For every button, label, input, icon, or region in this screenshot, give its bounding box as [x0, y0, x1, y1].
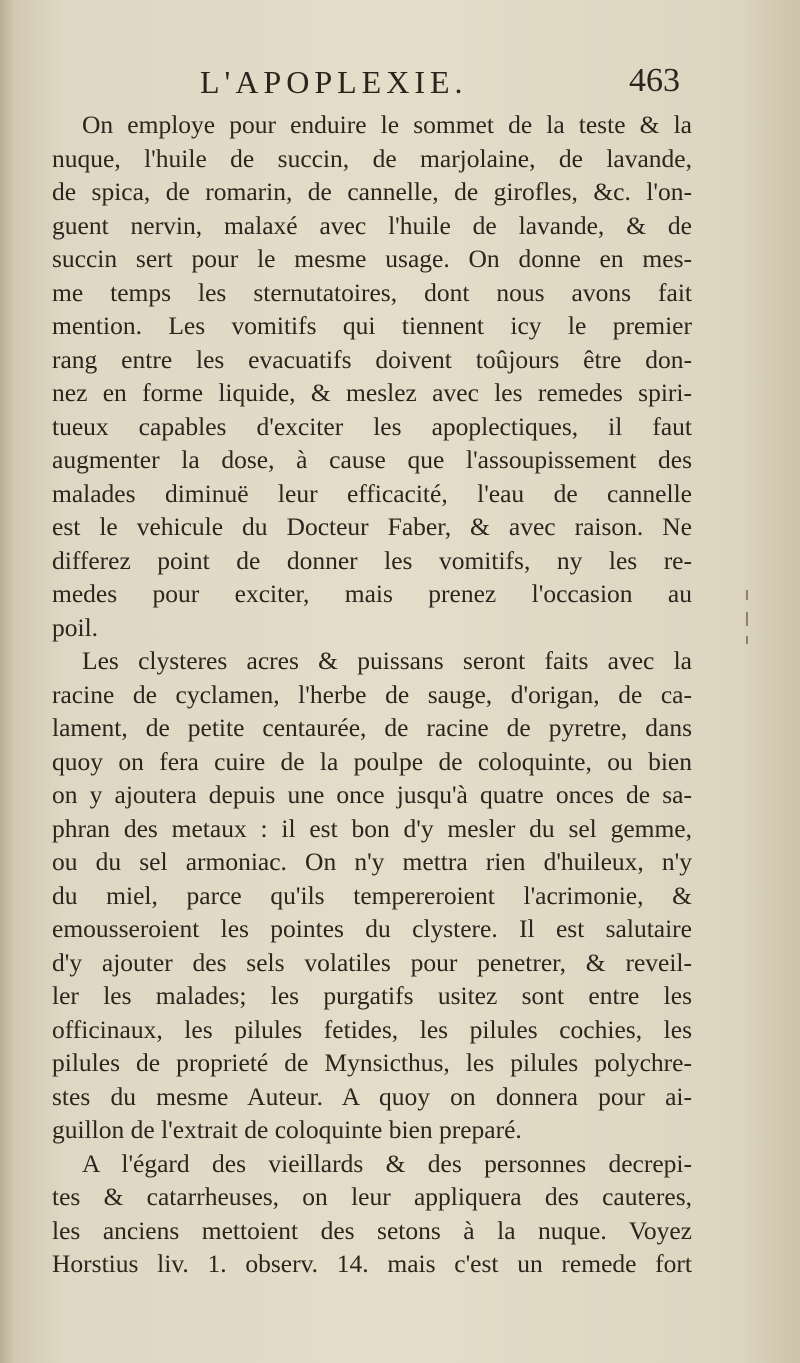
text-line: stes du mesme Auteur. A quoy on donnera pour ai-	[52, 1081, 692, 1111]
text-line: d'y ajouter des sels volatiles pour penetrer, & reveil-	[52, 947, 692, 977]
text-line: On employe pour enduire le sommet de la teste & la	[82, 110, 692, 139]
text-line: tes & catarrheuses, on leur appliquera des cauteres,	[52, 1182, 692, 1211]
text-line: ler les malades; les purgatifs usitez sont entre les	[52, 981, 692, 1010]
running-title: L'APOPLEXIE.	[200, 64, 468, 100]
text-line: rang entre les evacuatifs doivent toûjours être don-	[52, 344, 692, 374]
text-line: phran des metaux : il est bon d'y mesler du sel gemme,	[52, 813, 692, 843]
text-line: malades diminuë leur efficacité, l'eau de cannelle	[52, 478, 692, 508]
text-line: Les clysteres acres & puissans seront faits avec la	[82, 646, 692, 675]
text-line: medes pour exciter, mais prenez l'occasion au	[52, 579, 692, 608]
text-line: nez en forme liquide, & meslez avec les remedes spiri-	[52, 378, 692, 407]
text-line: pilules de proprieté de Mynsicthus, les pilules polychre-	[52, 1048, 692, 1077]
page-header	[190, 64, 680, 108]
text-line: differez point de donner les vomitifs, ny les re-	[52, 545, 692, 575]
text-line: A l'égard des vieillards & des personnes decrepi-	[82, 1148, 692, 1178]
text-line: succin sert pour le mesme usage. On donne en mes-	[52, 244, 692, 273]
text-line: tueux capables d'exciter les apoplectiques, il faut	[52, 411, 692, 441]
text-line: emousseroient les pointes du clystere. Il est salutaire	[52, 914, 692, 943]
text-line: mention. Les vomitifs qui tiennent icy le premier	[52, 311, 692, 340]
text-line: du miel, parce qu'ils tempereroient l'acrimonie, &	[52, 880, 692, 910]
text-line: on y ajoutera depuis une once jusqu'à quatre onces de sa-	[52, 780, 692, 809]
text-line: officinaux, les pilules fetides, les pilules cochies, les	[52, 1014, 692, 1044]
page-number: 463	[629, 62, 680, 99]
text-line: me temps les sternutatoires, dont nous avons fait	[52, 277, 692, 307]
margin-marks	[746, 590, 752, 650]
text-line: les anciens mettoient des setons à la nuque. Voyez	[52, 1215, 692, 1245]
text-line: guillon de l'extrait de coloquinte bien preparé.	[52, 1115, 522, 1144]
text-line: nuque, l'huile de succin, de marjolaine, de lavande,	[52, 143, 692, 173]
text-line: racine de cyclamen, l'herbe de sauge, d'origan, de ca-	[52, 679, 692, 709]
text-line: ou du sel armoniac. On n'y mettra rien d'huileux, n'y	[52, 847, 692, 876]
text-line: est le vehicule du Docteur Faber, & avec raison. Ne	[52, 512, 692, 541]
text-line: Horstius liv. 1. observ. 14. mais c'est un remede fort	[52, 1249, 692, 1278]
text-line: poil.	[52, 612, 99, 642]
text-line: de spica, de romarin, de cannelle, de girofles, &c. l'on-	[52, 177, 692, 206]
text-line: quoy on fera cuire de la poulpe de coloquinte, ou bien	[52, 746, 692, 776]
body-text	[52, 108, 692, 1281]
text-line: augmenter la dose, à cause que l'assoupissement des	[52, 445, 692, 474]
text-line: lament, de petite centaurée, de racine de pyretre, dans	[52, 713, 692, 742]
text-line: guent nervin, malaxé avec l'huile de lavande, & de	[52, 210, 692, 240]
